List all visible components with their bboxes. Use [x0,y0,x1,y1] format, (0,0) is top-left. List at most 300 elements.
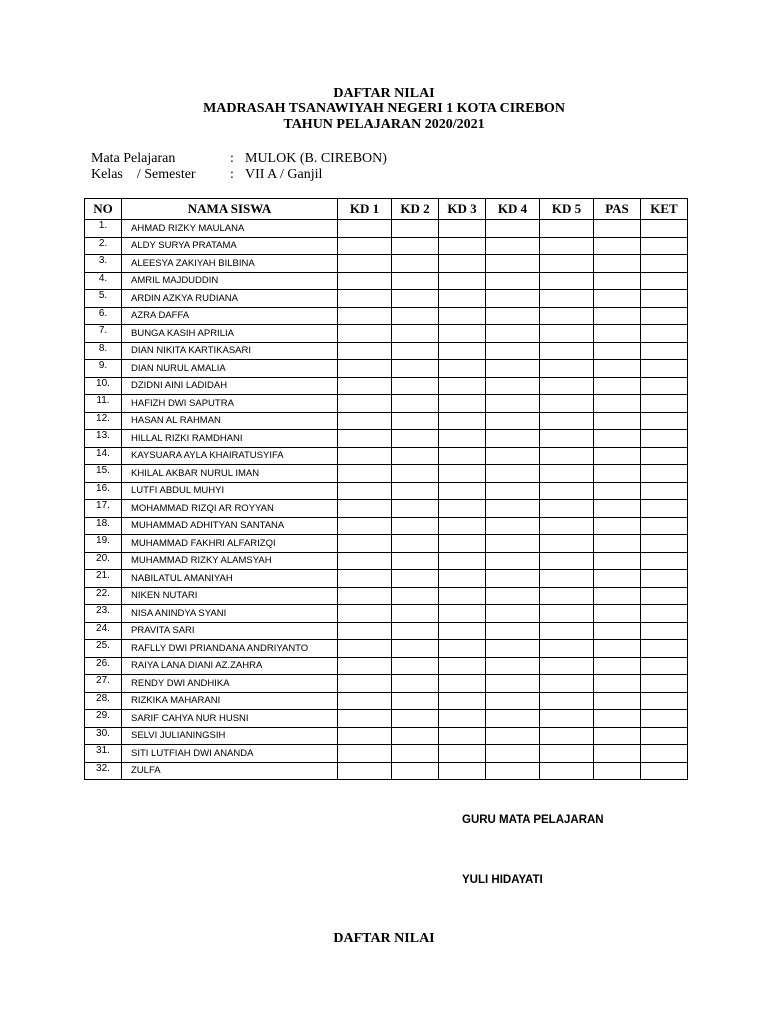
grade-cell-kd4 [486,762,540,780]
grade-cell-kd2 [392,482,439,500]
grade-cell-kd4 [486,710,540,728]
table-row [85,535,688,553]
academic-year: TAHUN PELAJARAN 2020/2021 [283,117,485,132]
col-header-kd1: KD 1 [338,199,392,220]
grade-cell-ket [641,745,688,763]
student-name: MUHAMMAD RIZKY ALAMSYAH [122,552,338,570]
student-name: RAFLLY DWI PRIANDANA ANDRIYANTO [122,640,338,658]
grade-cell-kd4 [486,517,540,535]
grade-cell-pas [594,412,641,430]
grade-cell-kd3 [439,535,486,553]
table-row [85,762,688,780]
row-number: 4. [85,272,122,290]
grade-cell-kd2 [392,377,439,395]
grade-cell-kd5 [540,762,594,780]
grade-cell-kd1 [338,745,392,763]
table-row [85,342,688,360]
grade-cell-kd2 [392,412,439,430]
grade-cell-kd2 [392,255,439,273]
grade-cell-kd4 [486,412,540,430]
grade-cell-kd2 [392,290,439,308]
student-name: AHMAD RIZKY MAULANA [122,220,338,238]
col-header-ket: KET [641,199,688,220]
grade-cell-kd3 [439,447,486,465]
grade-cell-kd5 [540,692,594,710]
grade-cell-kd1 [338,290,392,308]
grade-cell-kd1 [338,675,392,693]
row-number: 25. [85,640,122,658]
grade-cell-kd1 [338,272,392,290]
grade-cell-kd4 [486,727,540,745]
grade-cell-kd1 [338,570,392,588]
grade-cell-kd1 [338,640,392,658]
grade-cell-kd4 [486,307,540,325]
grade-cell-ket [641,447,688,465]
student-name: SARIF CAHYA NUR HUSNI [122,710,338,728]
grade-cell-kd3 [439,307,486,325]
grade-cell-pas [594,552,641,570]
grade-cell-kd5 [540,377,594,395]
student-name: ALDY SURYA PRATAMA [122,237,338,255]
grade-cell-ket [641,237,688,255]
student-name: ALEESYA ZAKIYAH BILBINA [122,255,338,273]
student-name: KHILAL AKBAR NURUL IMAN [122,465,338,483]
table-row [85,430,688,448]
grade-cell-kd1 [338,342,392,360]
grade-cell-kd2 [392,272,439,290]
grade-cell-kd2 [392,535,439,553]
grade-cell-kd3 [439,430,486,448]
grade-cell-kd3 [439,745,486,763]
grade-cell-kd4 [486,220,540,238]
grade-cell-kd1 [338,447,392,465]
student-name: NABILATUL AMANIYAH [122,570,338,588]
row-number: 17. [85,500,122,518]
grade-cell-kd4 [486,657,540,675]
grade-cell-kd2 [392,692,439,710]
grade-cell-kd4 [486,360,540,378]
table-row [85,272,688,290]
table-row [85,360,688,378]
table-row [85,290,688,308]
grade-cell-kd2 [392,622,439,640]
grade-cell-ket [641,535,688,553]
class-value: VII A / Ganjil [245,167,323,182]
grade-cell-kd5 [540,447,594,465]
grade-cell-kd5 [540,342,594,360]
row-number: 22. [85,587,122,605]
grade-cell-pas [594,640,641,658]
row-number: 9. [85,360,122,378]
grade-cell-ket [641,290,688,308]
grade-cell-pas [594,605,641,623]
grade-cell-kd3 [439,395,486,413]
table-row [85,500,688,518]
row-number: 5. [85,290,122,308]
grade-cell-ket [641,325,688,343]
grade-cell-kd1 [338,325,392,343]
grade-cell-kd3 [439,657,486,675]
row-number: 16. [85,482,122,500]
grade-cell-kd2 [392,500,439,518]
grade-cell-kd5 [540,727,594,745]
student-name: LUTFI ABDUL MUHYI [122,482,338,500]
table-row [85,605,688,623]
grade-cell-kd5 [540,272,594,290]
grade-cell-kd3 [439,255,486,273]
grade-cell-kd4 [486,482,540,500]
student-name: ARDIN AZKYA RUDIANA [122,290,338,308]
student-name: HAFIZH DWI SAPUTRA [122,395,338,413]
student-name: BUNGA KASIH APRILIA [122,325,338,343]
grade-cell-kd3 [439,605,486,623]
grade-cell-ket [641,430,688,448]
grade-cell-kd1 [338,605,392,623]
grade-cell-kd4 [486,465,540,483]
grade-cell-ket [641,675,688,693]
grade-cell-kd1 [338,255,392,273]
grade-cell-ket [641,727,688,745]
grade-cell-pas [594,342,641,360]
grade-cell-kd4 [486,325,540,343]
row-number: 28. [85,692,122,710]
subject-value: MULOK (B. CIREBON) [245,151,387,166]
grade-cell-kd5 [540,657,594,675]
grade-cell-kd4 [486,692,540,710]
class-separator: : [230,167,234,182]
grade-cell-kd3 [439,325,486,343]
grade-cell-kd5 [540,587,594,605]
student-name: DZIDNI AINI LADIDAH [122,377,338,395]
grade-cell-kd2 [392,342,439,360]
student-name: SELVI JULIANINGSIH [122,727,338,745]
table-row [85,587,688,605]
grade-cell-kd5 [540,255,594,273]
grade-cell-kd1 [338,500,392,518]
grade-cell-kd2 [392,605,439,623]
row-number: 1. [85,220,122,238]
table-row [85,325,688,343]
grade-cell-kd2 [392,220,439,238]
grade-cell-kd3 [439,500,486,518]
grade-cell-kd2 [392,745,439,763]
grade-cell-ket [641,500,688,518]
row-number: 10. [85,377,122,395]
col-header-kd2: KD 2 [392,199,439,220]
grade-cell-ket [641,342,688,360]
grade-cell-ket [641,570,688,588]
table-row [85,710,688,728]
grade-cell-kd3 [439,360,486,378]
grade-cell-kd4 [486,237,540,255]
row-number: 18. [85,517,122,535]
grade-cell-kd3 [439,290,486,308]
grade-cell-pas [594,360,641,378]
grade-cell-kd2 [392,307,439,325]
grade-cell-pas [594,325,641,343]
table-body [85,220,688,780]
grade-cell-pas [594,762,641,780]
student-name: MUHAMMAD FAKHRI ALFARIZQI [122,535,338,553]
table-row [85,622,688,640]
grade-cell-ket [641,587,688,605]
grade-cell-kd1 [338,710,392,728]
grade-cell-pas [594,377,641,395]
grade-cell-kd2 [392,517,439,535]
student-name: ZULFA [122,762,338,780]
grade-cell-ket [641,640,688,658]
row-number: 8. [85,342,122,360]
student-name: AMRIL MAJDUDDIN [122,272,338,290]
table-row [85,727,688,745]
table-row [85,237,688,255]
row-number: 30. [85,727,122,745]
table-row [85,447,688,465]
grade-cell-kd3 [439,622,486,640]
grade-cell-ket [641,552,688,570]
row-number: 11. [85,395,122,413]
student-name: SITI LUTFIAH DWI ANANDA [122,745,338,763]
col-header-pas: PAS [594,199,641,220]
row-number: 15. [85,465,122,483]
grade-cell-kd1 [338,482,392,500]
document-title: DAFTAR NILAI [333,86,435,101]
grade-cell-kd4 [486,640,540,658]
grade-cell-kd5 [540,482,594,500]
grade-cell-kd1 [338,517,392,535]
grade-cell-ket [641,412,688,430]
table-row [85,395,688,413]
grade-cell-kd2 [392,570,439,588]
grade-cell-ket [641,692,688,710]
grade-cell-pas [594,710,641,728]
student-name: MUHAMMAD ADHITYAN SANTANA [122,517,338,535]
table-row [85,552,688,570]
grade-cell-kd3 [439,552,486,570]
row-number: 21. [85,570,122,588]
grade-cell-ket [641,255,688,273]
grade-cell-pas [594,255,641,273]
grade-cell-kd3 [439,570,486,588]
grade-cell-kd5 [540,535,594,553]
table-row [85,570,688,588]
grade-cell-kd4 [486,395,540,413]
table-row [85,482,688,500]
signature-role: GURU MATA PELAJARAN [462,814,604,826]
grade-cell-kd2 [392,762,439,780]
grade-cell-ket [641,360,688,378]
grade-cell-ket [641,220,688,238]
grade-cell-kd2 [392,640,439,658]
row-number: 26. [85,657,122,675]
grade-cell-kd2 [392,552,439,570]
col-header-kd4: KD 4 [486,199,540,220]
grade-cell-kd3 [439,237,486,255]
grade-cell-pas [594,272,641,290]
grade-cell-ket [641,605,688,623]
student-name: RENDY DWI ANDHIKA [122,675,338,693]
signature-name: YULI HIDAYATI [462,874,543,886]
table-row [85,307,688,325]
table-row [85,465,688,483]
grade-cell-kd5 [540,412,594,430]
grade-cell-pas [594,307,641,325]
grade-cell-kd4 [486,622,540,640]
grade-cell-kd4 [486,570,540,588]
table-row [85,220,688,238]
grade-cell-kd3 [439,220,486,238]
grade-cell-kd1 [338,307,392,325]
row-number: 31. [85,745,122,763]
grade-cell-kd3 [439,412,486,430]
grade-cell-kd4 [486,500,540,518]
table-row [85,745,688,763]
row-number: 24. [85,622,122,640]
grade-cell-kd2 [392,587,439,605]
grade-cell-kd5 [540,237,594,255]
grade-cell-kd5 [540,710,594,728]
grade-cell-kd3 [439,710,486,728]
grade-cell-kd4 [486,342,540,360]
grade-cell-kd3 [439,272,486,290]
student-name: HASAN AL RAHMAN [122,412,338,430]
table-row [85,377,688,395]
grade-cell-kd5 [540,325,594,343]
grade-cell-kd1 [338,360,392,378]
grade-cell-kd2 [392,325,439,343]
grade-cell-kd2 [392,395,439,413]
grade-cell-kd5 [540,570,594,588]
grade-cell-kd3 [439,727,486,745]
grade-cell-ket [641,395,688,413]
class-label: Kelas / Semester [91,167,196,182]
grade-cell-kd1 [338,657,392,675]
grade-cell-pas [594,692,641,710]
grade-cell-pas [594,622,641,640]
grade-cell-kd5 [540,517,594,535]
row-number: 7. [85,325,122,343]
student-name: DIAN NIKITA KARTIKASARI [122,342,338,360]
grade-cell-kd1 [338,727,392,745]
grade-cell-kd5 [540,465,594,483]
table-row [85,657,688,675]
grade-cell-ket [641,762,688,780]
grade-cell-kd4 [486,290,540,308]
table-row [85,517,688,535]
grade-cell-kd5 [540,500,594,518]
grade-cell-kd1 [338,395,392,413]
grade-cell-kd3 [439,587,486,605]
grade-cell-kd5 [540,220,594,238]
grade-cell-pas [594,290,641,308]
grade-cell-kd3 [439,692,486,710]
grade-cell-kd1 [338,430,392,448]
grade-cell-kd5 [540,360,594,378]
grade-cell-kd5 [540,675,594,693]
col-header-name: NAMA SISWA [122,199,338,220]
grade-cell-kd1 [338,552,392,570]
row-number: 13. [85,430,122,448]
grade-cell-kd1 [338,692,392,710]
grade-cell-pas [594,517,641,535]
grade-cell-pas [594,727,641,745]
grade-cell-pas [594,500,641,518]
grade-cell-ket [641,307,688,325]
student-name: AZRA DAFFA [122,307,338,325]
row-number: 20. [85,552,122,570]
grade-cell-kd1 [338,535,392,553]
grade-cell-pas [594,395,641,413]
grade-cell-kd5 [540,745,594,763]
student-name: KAYSUARA AYLA KHAIRATUSYIFA [122,447,338,465]
grade-cell-ket [641,272,688,290]
grade-cell-kd4 [486,587,540,605]
grade-cell-kd1 [338,237,392,255]
grade-cell-kd1 [338,412,392,430]
grade-cell-kd3 [439,762,486,780]
grade-cell-kd5 [540,552,594,570]
col-header-kd5: KD 5 [540,199,594,220]
grade-cell-pas [594,745,641,763]
row-number: 27. [85,675,122,693]
grade-cell-pas [594,535,641,553]
table-row [85,675,688,693]
col-header-kd3: KD 3 [439,199,486,220]
grade-cell-pas [594,237,641,255]
grade-cell-kd5 [540,605,594,623]
student-name: RIZKIKA MAHARANI [122,692,338,710]
grade-cell-kd2 [392,430,439,448]
grade-cell-kd4 [486,552,540,570]
grade-cell-kd1 [338,465,392,483]
row-number: 23. [85,605,122,623]
grade-cell-pas [594,657,641,675]
grade-cell-ket [641,517,688,535]
grade-cell-kd5 [540,430,594,448]
grade-cell-kd4 [486,605,540,623]
grade-cell-kd3 [439,517,486,535]
table-row [85,692,688,710]
student-name: NISA ANINDYA SYANI [122,605,338,623]
grade-cell-kd1 [338,220,392,238]
grade-cell-kd2 [392,675,439,693]
grade-cell-kd3 [439,675,486,693]
grade-cell-pas [594,220,641,238]
grade-cell-kd3 [439,640,486,658]
grade-cell-ket [641,482,688,500]
grade-cell-ket [641,622,688,640]
grade-cell-kd2 [392,237,439,255]
grade-cell-kd5 [540,307,594,325]
grade-cell-kd4 [486,745,540,763]
grade-cell-kd5 [540,640,594,658]
grade-cell-pas [594,447,641,465]
next-page-title: DAFTAR NILAI [333,931,435,946]
row-number: 2. [85,237,122,255]
grade-cell-ket [641,657,688,675]
grade-cell-pas [594,482,641,500]
table-row [85,640,688,658]
student-name: MOHAMMAD RIZQI AR ROYYAN [122,500,338,518]
grade-cell-kd2 [392,360,439,378]
grade-cell-pas [594,570,641,588]
grade-cell-ket [641,710,688,728]
grade-cell-kd5 [540,622,594,640]
row-number: 12. [85,412,122,430]
student-name: HILLAL RIZKI RAMDHANI [122,430,338,448]
grade-cell-kd3 [439,465,486,483]
table-header-row [85,199,688,220]
